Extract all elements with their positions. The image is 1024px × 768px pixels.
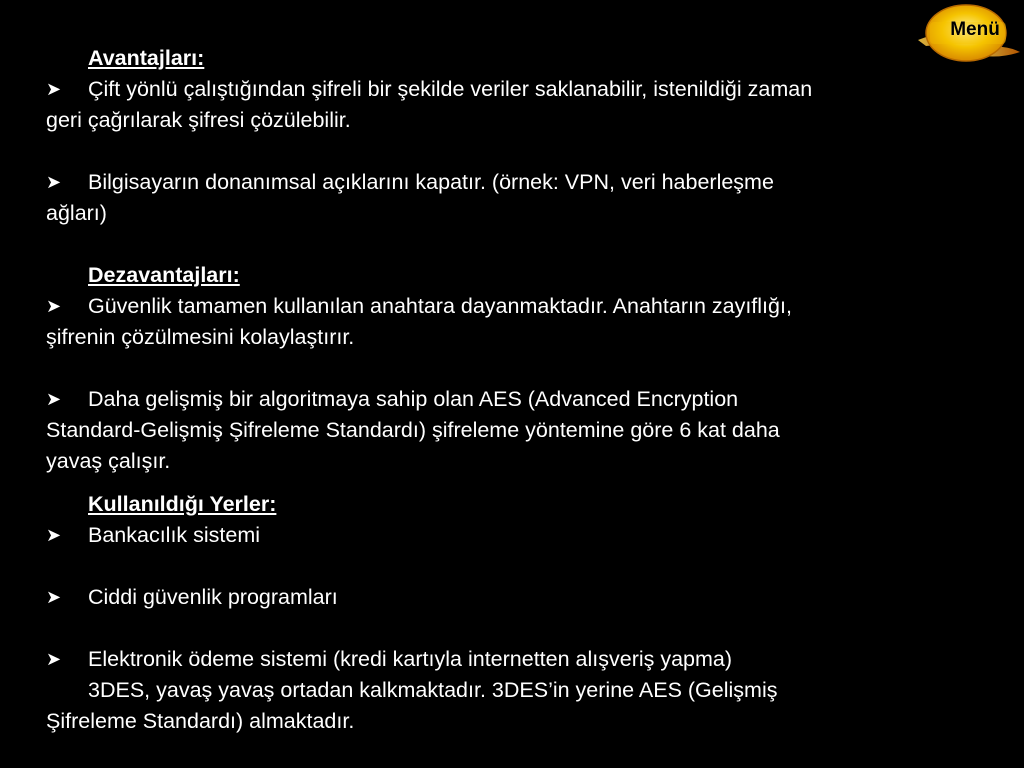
spacer — [46, 551, 966, 582]
item-text: Güvenlik tamamen kullanılan anahtara dayanmaktadır. Anahtarın zayıflığı, — [88, 294, 792, 318]
list-item — [46, 582, 966, 613]
spacer — [46, 353, 966, 384]
item-text: ağları) — [46, 201, 107, 225]
item-text: Elektronik ödeme sistemi (kredi kartıyla internetten alışveriş yapma) — [88, 647, 733, 671]
item-text: Standard-Gelişmiş Şifreleme Standardı) şifreleme yöntemine göre 6 kat daha — [46, 418, 780, 442]
slide-body — [46, 43, 966, 737]
advantages-heading: Avantajları: — [88, 46, 205, 70]
list-item — [46, 384, 966, 477]
spacer — [46, 613, 966, 644]
arrowhead-bullet-icon: ➤ — [46, 587, 62, 607]
item-text: Bilgisayarın donanımsal açıklarını kapatır. (örnek: VPN, veri haberleşme — [88, 170, 774, 194]
item-text: şifrenin çözülmesini kolaylaştırır. — [46, 325, 355, 349]
arrowhead-bullet-icon: ➤ — [46, 172, 62, 192]
item-text: Çift yönlü çalıştığından şifreli bir şekilde veriler saklanabilir, istenildiği zaman — [88, 77, 813, 101]
spacer — [46, 229, 966, 260]
arrowhead-bullet-icon: ➤ — [46, 79, 62, 99]
arrowhead-bullet-icon: ➤ — [46, 296, 62, 316]
item-text: geri çağrılarak şifresi çözülebilir. — [46, 108, 351, 132]
list-item — [46, 644, 966, 675]
arrowhead-bullet-icon: ➤ — [46, 389, 62, 409]
usage-heading: Kullanıldığı Yerler: — [88, 492, 277, 516]
arrowhead-bullet-icon: ➤ — [46, 525, 62, 545]
disadvantages-heading: Dezavantajları: — [88, 263, 240, 287]
item-text: Bankacılık sistemi — [88, 523, 261, 547]
list-item — [46, 74, 966, 136]
list-item — [46, 167, 966, 229]
spacer — [46, 136, 966, 167]
list-item — [46, 291, 966, 353]
list-item — [46, 520, 966, 551]
item-text: yavaş çalışır. — [46, 449, 171, 473]
item-text: Daha gelişmiş bir algoritmaya sahip olan AES (Advanced Encryption — [88, 387, 739, 411]
spacer — [46, 477, 966, 489]
item-text: Ciddi güvenlik programları — [88, 585, 338, 609]
closing-text: 3DES, yavaş yavaş ortadan kalkmaktadır. 3DES’in yerine AES (Gelişmiş — [88, 678, 778, 702]
closing-paragraph — [46, 675, 966, 737]
arrowhead-bullet-icon: ➤ — [46, 649, 62, 669]
closing-text: Şifreleme Standardı) almaktadır. — [46, 709, 355, 733]
menu-label[interactable]: Menü — [950, 19, 1000, 40]
